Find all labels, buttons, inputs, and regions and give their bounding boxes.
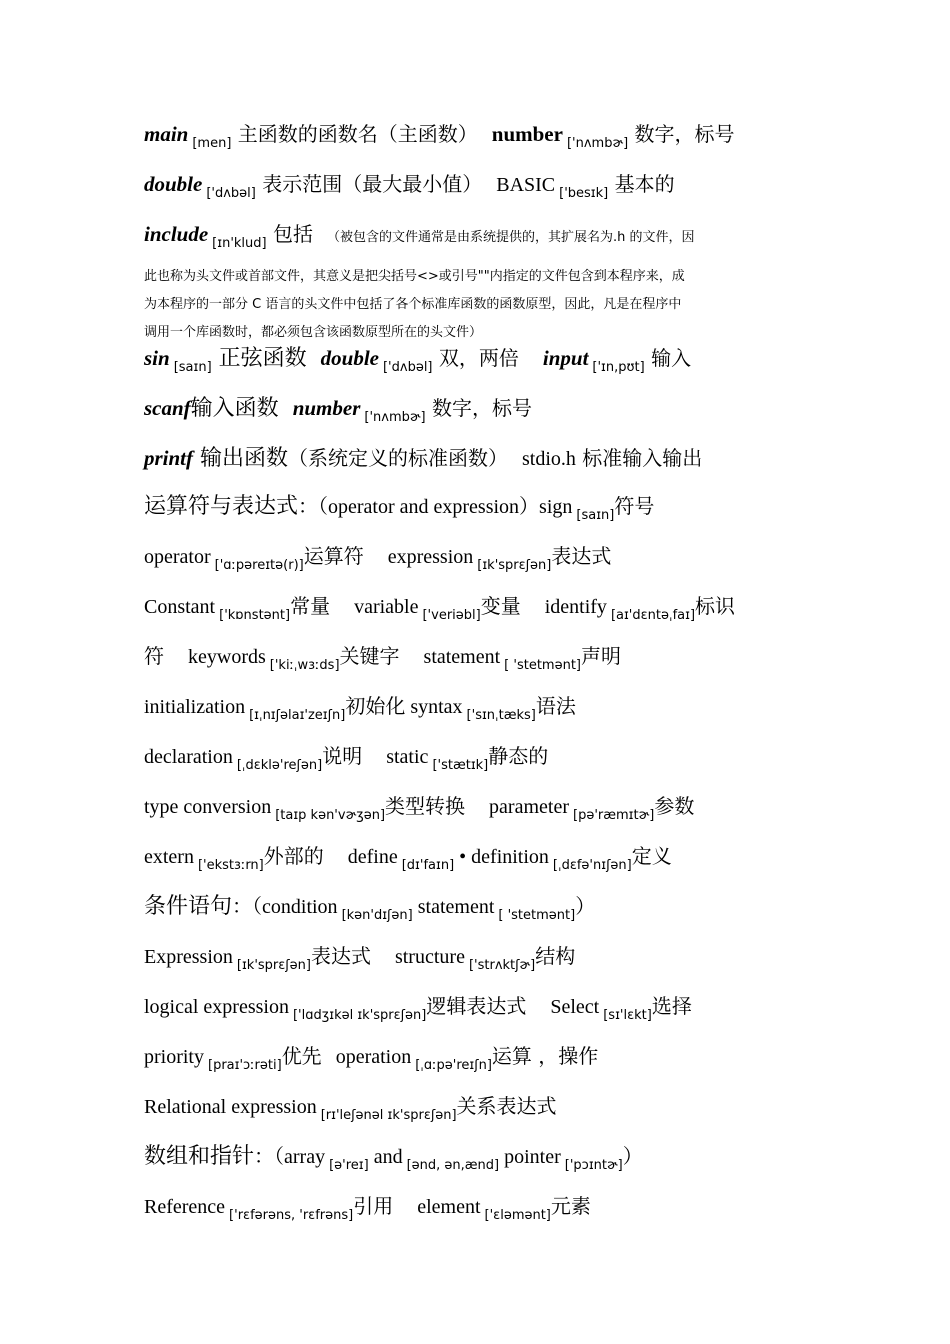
english-term: ：（condition <box>232 896 338 918</box>
vocab-line <box>144 994 692 1023</box>
phonetic-text: ['pɔɪntɚ] <box>564 1158 623 1173</box>
chinese-text: 关键字 <box>339 644 400 668</box>
chinese-text: 输入 <box>644 346 692 370</box>
vocab-line <box>144 346 692 375</box>
vocab-line <box>144 448 702 470</box>
chinese-text: 选择 <box>651 994 692 1018</box>
phonetic-text: [rɪ'leʃənəl ɪk'sprɛʃən] <box>320 1108 457 1123</box>
phonetic-text: [aɪ'dɛntəˌfaɪ] <box>610 608 696 623</box>
note-line: 调用一个库函数时，都必须包含该函数原型所在的头文件） <box>144 325 483 340</box>
chinese-text: 优先 <box>281 1044 322 1068</box>
phonetic-text: [saɪn] <box>576 508 615 523</box>
english-term: and <box>368 1146 403 1168</box>
english-term: Reference <box>144 1196 226 1218</box>
chinese-text: 数字，标号 <box>628 122 735 146</box>
english-term: element <box>417 1196 481 1218</box>
english-term: type conversion <box>144 796 272 818</box>
english-term: statement <box>412 896 495 918</box>
phonetic-text: ['nʌmbɚ] <box>566 136 629 151</box>
chinese-text: 条件语句 <box>144 894 233 919</box>
vocab-line <box>144 544 612 573</box>
chinese-text: 变量 <box>480 594 521 618</box>
english-term: • definition <box>454 846 549 868</box>
phonetic-text: ['besɪk] <box>559 186 609 201</box>
phonetic-text: [saɪn] <box>173 360 212 375</box>
english-term: sin <box>144 346 170 370</box>
english-term: double <box>320 346 379 370</box>
chinese-text: 正弦函数 <box>211 346 307 371</box>
chinese-text: 数组和指针 <box>144 1144 255 1169</box>
phonetic-text: [ə'reɪ] <box>329 1158 369 1173</box>
phonetic-text: ['kɒnstənt] <box>219 608 291 623</box>
chinese-text: 定义 <box>631 844 672 868</box>
english-term: stdio.h <box>522 448 576 470</box>
vocab-line <box>144 1094 557 1123</box>
vocab-line <box>144 494 655 523</box>
english-term: parameter <box>489 796 569 818</box>
note-line: 此也称为头文件或首部文件，其意义是把尖括号<>或引号""内指定的文件包含到本程序来，成 <box>144 269 685 284</box>
english-term: Relational expression <box>144 1096 317 1118</box>
chinese-text: 标准输入输出 <box>575 446 703 470</box>
chinese-text: 包括 <box>266 222 313 246</box>
chinese-text: （系统定义的标准函数） <box>288 446 509 470</box>
phonetic-text: [praɪ'ɔːrəti] <box>208 1058 282 1073</box>
chinese-text: 基本的 <box>608 172 675 196</box>
chinese-text: 关系表达式 <box>456 1094 557 1118</box>
chinese-text: 元素 <box>550 1194 591 1218</box>
vocab-line <box>144 644 621 673</box>
english-term: BASIC <box>496 174 556 196</box>
vocab-line <box>144 222 695 251</box>
english-term: printf <box>144 446 194 470</box>
chinese-text: 类型转换 <box>385 794 466 818</box>
chinese-text: 运算符 <box>303 544 364 568</box>
chinese-text: ） <box>575 894 596 918</box>
english-term: initialization <box>144 696 246 718</box>
vocab-line <box>144 396 532 425</box>
phonetic-text: [ˌɑːpə'reɪʃn] <box>415 1058 492 1073</box>
vocab-line <box>144 594 736 623</box>
english-term: main <box>144 122 189 146</box>
english-term: include <box>144 222 209 246</box>
chinese-text: （被包含的文件通常是由系统提供的，其扩展名为.h 的文件，因 <box>326 230 695 245</box>
chinese-text: 符号 <box>614 494 655 518</box>
phonetic-text: [ˌdɛfə'nɪʃən] <box>552 858 632 873</box>
chinese-text: 说明 <box>322 744 363 768</box>
chinese-text: 参数 <box>654 794 695 818</box>
phonetic-text: ['kiːˌwɜːds] <box>269 658 340 673</box>
phonetic-text: [kən'dɪʃən] <box>341 908 413 923</box>
english-term: number <box>292 396 361 420</box>
english-term: syntax <box>405 696 463 718</box>
vocab-line <box>144 844 672 873</box>
english-term: define <box>347 846 398 868</box>
chinese-text: 表示范围（最大最小值） <box>255 172 483 196</box>
english-term: number <box>491 122 563 146</box>
chinese-text: 标识 <box>695 594 736 618</box>
english-term: identify <box>544 596 607 618</box>
phonetic-text: ['stætɪk] <box>432 758 489 773</box>
chinese-text: 数字，标号 <box>425 396 532 420</box>
english-term: operation <box>335 1046 412 1068</box>
phonetic-text: ['ɛləmənt] <box>484 1208 551 1223</box>
chinese-text: 语法 <box>535 694 576 718</box>
note-line: 为本程序的一部分 C 语言的头文件中包括了各个标准库函数的函数原型，因此，凡是在程序中 <box>144 297 682 312</box>
english-term: priority <box>144 1046 204 1068</box>
phonetic-text: ['veriəbl] <box>422 608 481 623</box>
chinese-text: 引用 <box>353 1194 394 1218</box>
phonetic-text: [ənd, ən,ænd] <box>406 1158 500 1173</box>
chinese-text: 运算 ，操作 <box>491 1044 599 1068</box>
chinese-text: 结构 <box>535 944 576 968</box>
phonetic-text: [ɪk'sprɛʃən] <box>236 958 311 973</box>
english-term: static <box>386 746 429 768</box>
vocab-line <box>144 694 576 723</box>
english-term: Select <box>550 996 600 1018</box>
english-term: logical expression <box>144 996 289 1018</box>
chinese-text: ） <box>622 1144 643 1168</box>
english-term: Constant <box>144 596 216 618</box>
english-term: structure <box>394 946 465 968</box>
vocab-line <box>144 944 576 973</box>
vocab-line <box>144 1194 591 1223</box>
chinese-text: 静态的 <box>488 744 549 768</box>
phonetic-text: [men] <box>192 136 232 151</box>
chinese-text: 外部的 <box>263 844 324 868</box>
phonetic-text: ['dʌbəl] <box>382 360 433 375</box>
phonetic-text: [ɪˌnɪʃəlaɪ'zeɪʃn] <box>249 708 346 723</box>
english-term: input <box>542 346 589 370</box>
phonetic-text: ['rɛfərəns, 'rɛfrəns] <box>229 1208 354 1223</box>
phonetic-text: [dɪ'faɪn] <box>401 858 455 873</box>
chinese-text: 声明 <box>581 644 621 668</box>
english-term: scanf <box>144 396 191 420</box>
english-term: statement <box>423 646 501 668</box>
phonetic-text: [pə'ræmɪtɚ] <box>573 808 655 823</box>
vocab-line <box>144 794 695 823</box>
english-term: double <box>144 172 203 196</box>
phonetic-text: [ 'stetmənt] <box>498 908 576 923</box>
phonetic-text: ['strʌktʃɚ] <box>468 958 536 973</box>
english-term: extern <box>144 846 194 868</box>
chinese-text: 常量 <box>290 594 331 618</box>
phonetic-text: ['nʌmbɚ] <box>364 410 426 425</box>
phonetic-text: ['sɪnˌtæks] <box>466 708 536 723</box>
vocab-line <box>144 744 549 773</box>
vocab-line <box>144 1044 599 1073</box>
phonetic-text: [ɪk'sprɛʃən] <box>477 558 552 573</box>
phonetic-text: ['ekstɜːrn] <box>197 858 264 873</box>
english-term: keywords <box>188 646 266 668</box>
english-term: pointer <box>499 1146 561 1168</box>
english-term: variable <box>354 596 419 618</box>
english-term: operator <box>144 546 211 568</box>
chinese-text: 输入函数 <box>190 396 279 421</box>
phonetic-text: ['ɑːpəreɪtə(r)] <box>214 558 304 573</box>
english-term: expression <box>387 546 474 568</box>
chinese-text: 初始化 <box>345 694 406 718</box>
chinese-text: 运算符与表达式 <box>144 494 299 519</box>
vocab-line <box>144 894 596 923</box>
chinese-text: 表达式 <box>310 944 371 968</box>
phonetic-text: [sɪ'lɛkt] <box>603 1008 652 1023</box>
phonetic-text: ['ɪn,pʊt] <box>592 360 645 375</box>
english-term: ：（operator and expression）sign <box>298 496 573 518</box>
english-term: ：（array <box>254 1146 326 1168</box>
chinese-text: 逻辑表达式 <box>426 994 527 1018</box>
chinese-text: 双，两倍 <box>432 346 519 370</box>
vocab-line <box>144 122 735 151</box>
chinese-text: 符 <box>144 644 164 668</box>
chinese-text: 表达式 <box>551 544 612 568</box>
phonetic-text: ['lɑdʒɪkəl ɪk'sprɛʃən] <box>292 1008 427 1023</box>
english-term: Expression <box>144 946 233 968</box>
phonetic-text: [ 'stetmənt] <box>504 658 581 673</box>
english-term: declaration <box>144 746 233 768</box>
phonetic-text: [ɪn'klud] <box>212 236 267 251</box>
phonetic-text: [ˌdɛklə'reʃən] <box>236 758 323 773</box>
phonetic-text: [taɪp kən'vɚʒən] <box>275 808 386 823</box>
chinese-text: 主函数的函数名（主函数） <box>231 122 478 146</box>
include-note-paragraph <box>144 263 812 347</box>
vocab-line <box>144 172 675 201</box>
vocab-line <box>144 1144 643 1173</box>
phonetic-text: ['dʌbəl] <box>206 186 256 201</box>
chinese-text: 输出函数 <box>193 446 289 471</box>
